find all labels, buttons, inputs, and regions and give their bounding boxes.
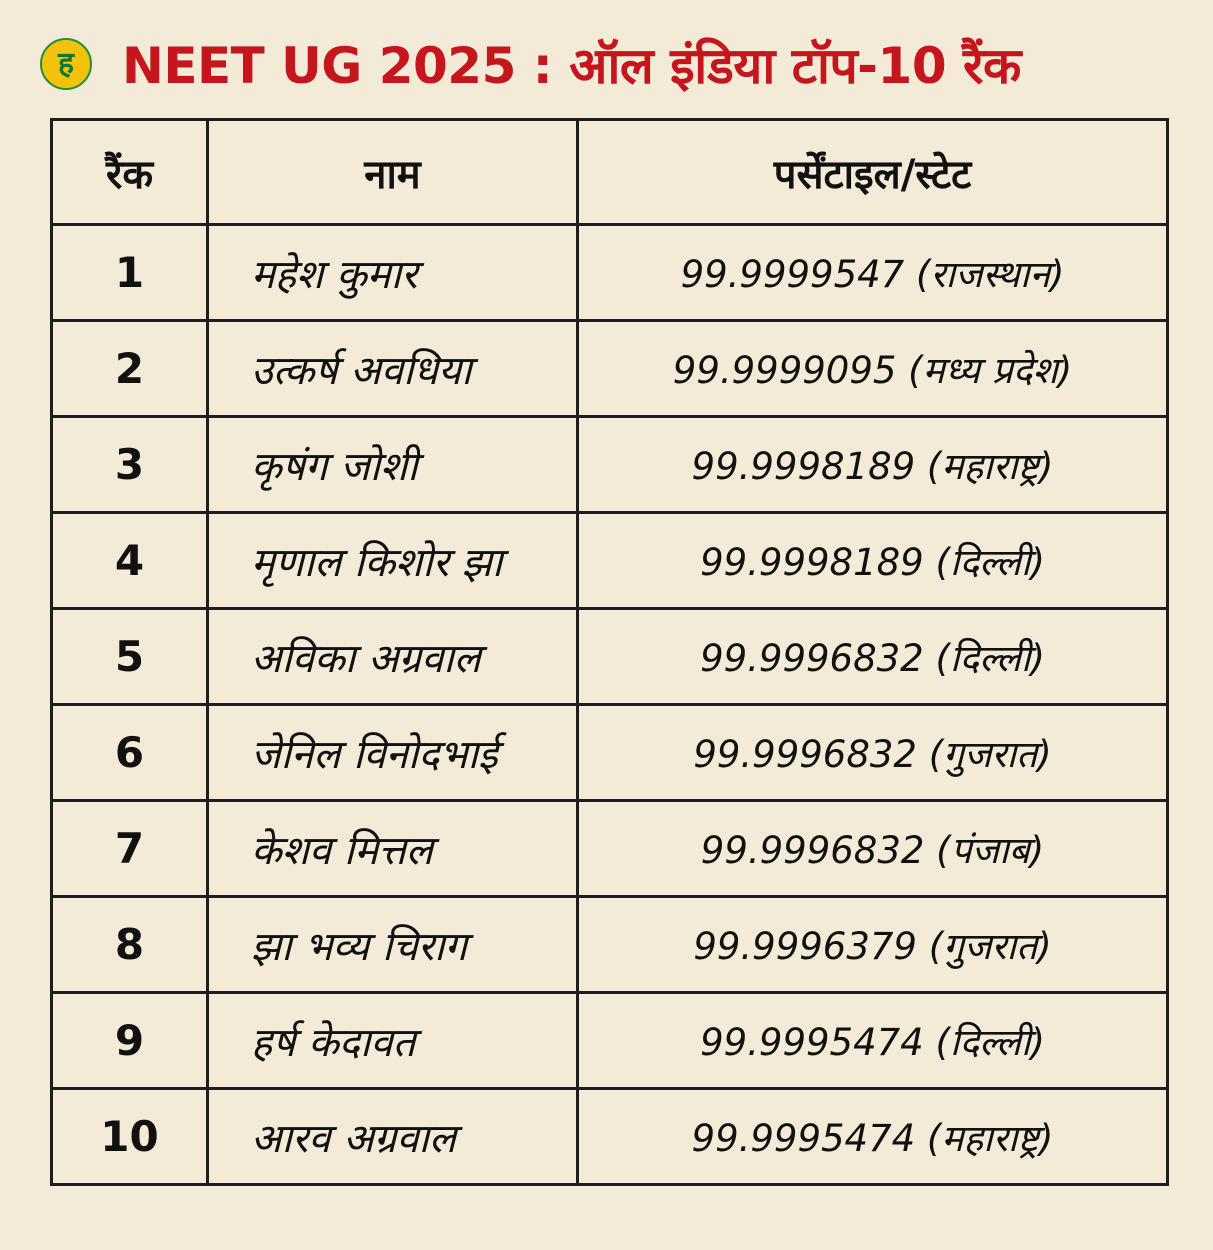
percentile-state-cell: 99.9999547 (राजस्थान) (578, 225, 1168, 321)
header (40, 22, 1021, 106)
header-name: नाम (208, 120, 578, 225)
percentile-state-cell: 99.9998189 (महाराष्ट्र) (578, 417, 1168, 513)
table-row (52, 801, 1168, 897)
percentile-state-cell: 99.9996379 (गुजरात) (578, 897, 1168, 993)
name-cell: महेश कुमार (208, 225, 578, 321)
rank-cell: 4 (52, 513, 208, 609)
name-cell: जेनिल विनोदभाई (208, 705, 578, 801)
name-cell: उत्कर्ष अवधिया (208, 321, 578, 417)
table-row (52, 321, 1168, 417)
rank-cell: 8 (52, 897, 208, 993)
ranks-table (50, 118, 1169, 1186)
rank-cell: 6 (52, 705, 208, 801)
name-cell: केशव मित्तल (208, 801, 578, 897)
percentile-state-cell: 99.9999095 (मध्य प्रदेश) (578, 321, 1168, 417)
percentile-state-cell: 99.9996832 (दिल्ली) (578, 609, 1168, 705)
percentile-state-cell: 99.9995474 (दिल्ली) (578, 993, 1168, 1089)
table-row (52, 513, 1168, 609)
page-title: NEET UG 2025 : ऑल इंडिया टॉप-10 रैंक (122, 37, 1021, 95)
table-row (52, 225, 1168, 321)
percentile-state-cell: 99.9995474 (महाराष्ट्र) (578, 1089, 1168, 1185)
name-cell: आरव अग्रवाल (208, 1089, 578, 1185)
table-header-row (52, 120, 1168, 225)
table-row (52, 993, 1168, 1089)
table-row (52, 609, 1168, 705)
percentile-state-cell: 99.9996832 (पंजाब) (578, 801, 1168, 897)
rank-cell: 1 (52, 225, 208, 321)
rank-cell: 2 (52, 321, 208, 417)
name-cell: झा भव्य चिराग (208, 897, 578, 993)
header-percentile-state: पर्सेंटाइल/स्टेट (578, 120, 1168, 225)
table-row (52, 1089, 1168, 1185)
brand-logo: ह (40, 38, 92, 90)
rank-cell: 9 (52, 993, 208, 1089)
percentile-state-cell: 99.9996832 (गुजरात) (578, 705, 1168, 801)
rank-cell: 10 (52, 1089, 208, 1185)
percentile-state-cell: 99.9998189 (दिल्ली) (578, 513, 1168, 609)
rank-cell: 7 (52, 801, 208, 897)
table-row (52, 897, 1168, 993)
table-row (52, 417, 1168, 513)
name-cell: अविका अग्रवाल (208, 609, 578, 705)
name-cell: मृणाल किशोर झा (208, 513, 578, 609)
name-cell: कृषंग जोशी (208, 417, 578, 513)
header-rank: रैंक (52, 120, 208, 225)
name-cell: हर्ष केदावत (208, 993, 578, 1089)
rank-cell: 3 (52, 417, 208, 513)
rank-cell: 5 (52, 609, 208, 705)
table-row (52, 705, 1168, 801)
